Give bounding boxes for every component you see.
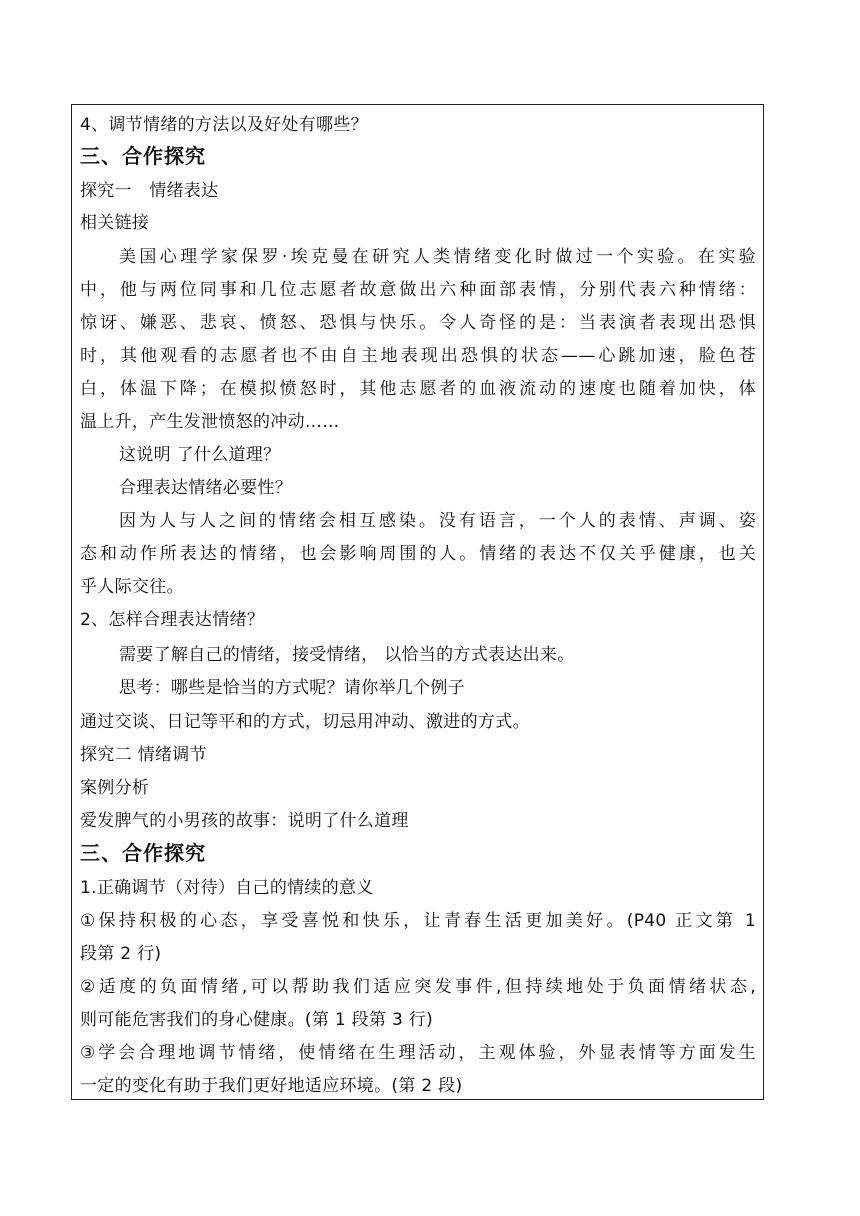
question-4: 4、调节情绪的方法以及好处有哪些？ bbox=[80, 115, 368, 135]
question-line: 这说明 了什么道理？ bbox=[119, 445, 281, 465]
inquiry-2-title: 探究二 情绪调节 bbox=[80, 745, 207, 765]
answer-line: 需要了解自己的情绪，接受情绪， 以恰当的方式表达出来。 bbox=[119, 645, 575, 665]
paragraph-line: 时，其他观看的志愿者也不由自主地表现出恐惧的状态——心跳加速，脸色苍 bbox=[80, 346, 756, 366]
paragraph-line: 惊讶、嫌恶、悲哀、愤怒、恐惧与快乐。令人奇怪的是：当表演者表现出恐惧 bbox=[80, 313, 756, 333]
related-links-label: 相关链接 bbox=[80, 213, 150, 233]
point-line: 段第 2 行) bbox=[80, 944, 162, 964]
question-2: 2、怎样合理表达情绪？ bbox=[80, 610, 265, 630]
point-line: 则可能危害我们的身心健康。(第 1 段第 3 行) bbox=[80, 1010, 434, 1030]
point-line: ③学会合理地调节情绪，使情绪在生理活动，主观体验，外显表情等方面发生 bbox=[80, 1043, 756, 1063]
answer-line: 通过交谈、日记等平和的方式，切忌用冲动、激进的方式。 bbox=[80, 712, 530, 732]
answer-line: 态和动作所表达的情绪，也会影响周围的人。情绪的表达不仅关乎健康，也关 bbox=[80, 544, 756, 564]
answer-line: 因为人与人之间的情绪会相互感染。没有语言，一个人的表情、声调、姿 bbox=[119, 511, 756, 531]
answer-line: 乎人际交往。 bbox=[80, 577, 184, 597]
case-analysis-label: 案例分析 bbox=[80, 778, 150, 798]
question-line: 合理表达情绪必要性？ bbox=[119, 478, 292, 498]
section-heading-cooperative-inquiry-2: 三、合作探究 bbox=[80, 841, 206, 865]
point-1-title: 1.正确调节（对待）自己的情续的意义 bbox=[80, 878, 374, 898]
case-question: 爱发脾气的小男孩的故事：说明了什么道理 bbox=[80, 811, 409, 831]
paragraph-line: 美国心理学家保罗·埃克曼在研究人类情绪变化时做过一个实验。在实验 bbox=[119, 247, 756, 267]
point-line: ①保持积极的心态，享受喜悦和快乐，让青春生活更加美好。(P40 正文第 1 bbox=[80, 911, 756, 931]
paragraph-line: 中，他与两位同事和几位志愿者故意做出六种面部表情，分别代表六种情绪： bbox=[80, 280, 756, 300]
point-line: 一定的变化有助于我们更好地适应环境。(第 2 段) bbox=[80, 1076, 463, 1096]
inquiry-1-title: 探究一 情绪表达 bbox=[80, 181, 219, 201]
section-heading-cooperative-inquiry: 三、合作探究 bbox=[80, 144, 206, 168]
paragraph-line: 温上升，产生发泄愤怒的冲动…… bbox=[80, 412, 340, 432]
point-line: ②适度的负面情绪,可以帮助我们适应突发事件,但持续地处于负面情绪状态, bbox=[80, 977, 756, 997]
think-prompt: 思考：哪些是恰当的方式呢？请你举几个例子 bbox=[119, 678, 465, 698]
paragraph-line: 白，体温下降；在模拟愤怒时，其他志愿者的血液流动的速度也随着加快，体 bbox=[80, 379, 756, 399]
